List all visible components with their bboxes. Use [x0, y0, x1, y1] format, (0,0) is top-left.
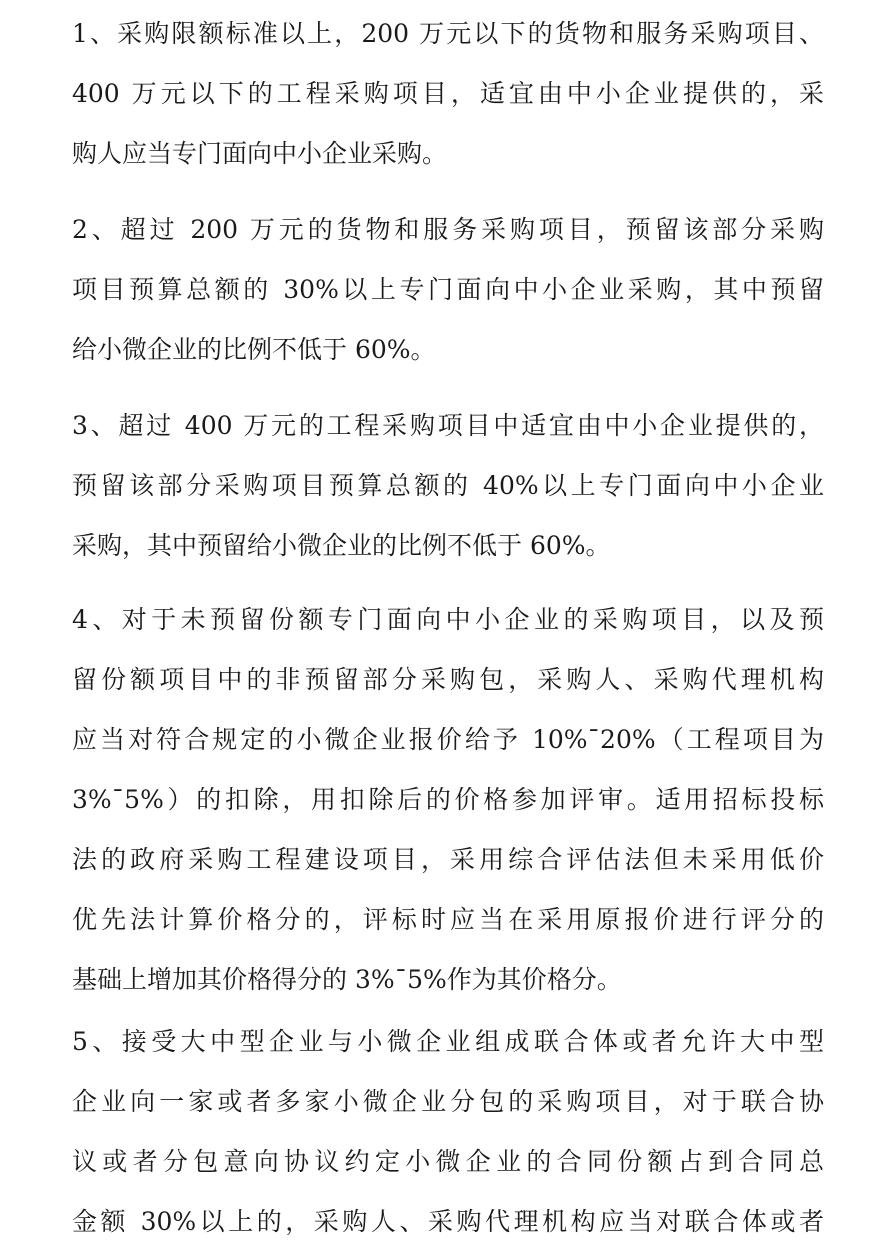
paragraph-line: 3、超过 400 万元的工程采购项目中适宜由中小企业提供的，: [72, 411, 824, 440]
paragraph-1: [72, 4, 824, 184]
paragraph-line: 5、接受大中型企业与小微企业组成联合体或者允许大中型: [72, 1027, 824, 1056]
paragraph-line: 留份额项目中的非预留部分采购包，采购人、采购代理机构: [72, 665, 824, 694]
paragraph-line: 议或者分包意向协议约定小微企业的合同份额占到合同总: [72, 1147, 824, 1176]
paragraph-line: 预留该部分采购项目预算总额的 40%以上专门面向中小企业: [72, 471, 824, 500]
paragraph-5: [72, 1012, 824, 1252]
paragraph-line: 3%¯5%）的扣除，用扣除后的价格参加评审。适用招标投标: [72, 785, 824, 814]
paragraph-line: 2、超过 200 万元的货物和服务采购项目，预留该部分采购: [72, 215, 824, 244]
paragraph-line: 金额 30%以上的，采购人、采购代理机构应当对联合体或者: [72, 1207, 824, 1236]
paragraph-line: 4、对于未预留份额专门面向中小企业的采购项目，以及预: [72, 605, 824, 634]
paragraph-line: 1、采购限额标准以上，200 万元以下的货物和服务采购项目、: [72, 19, 824, 48]
paragraph-line: 400 万元以下的工程采购项目，适宜由中小企业提供的，采: [72, 79, 824, 108]
paragraph-line: 给小微企业的比例不低于 60%。: [72, 335, 436, 364]
paragraph-4: [72, 590, 824, 1010]
paragraph-line: 项目预算总额的 30%以上专门面向中小企业采购，其中预留: [72, 275, 824, 304]
paragraph-line: 法的政府采购工程建设项目，采用综合评估法但未采用低价: [72, 845, 824, 874]
paragraph-line: 采购，其中预留给小微企业的比例不低于 60%。: [72, 531, 611, 560]
paragraph-3: [72, 396, 824, 576]
paragraph-line: 基础上增加其价格得分的 3%¯5%作为其价格分。: [72, 965, 622, 994]
paragraph-line: 企业向一家或者多家小微企业分包的采购项目，对于联合协: [72, 1087, 824, 1116]
paragraph-line: 优先法计算价格分的，评标时应当在采用原报价进行评分的: [72, 905, 824, 934]
paragraph-2: [72, 200, 824, 380]
paragraph-line: 应当对符合规定的小微企业报价给予 10%¯20%（工程项目为: [72, 725, 824, 754]
paragraph-line: 购人应当专门面向中小企业采购。: [72, 139, 448, 168]
